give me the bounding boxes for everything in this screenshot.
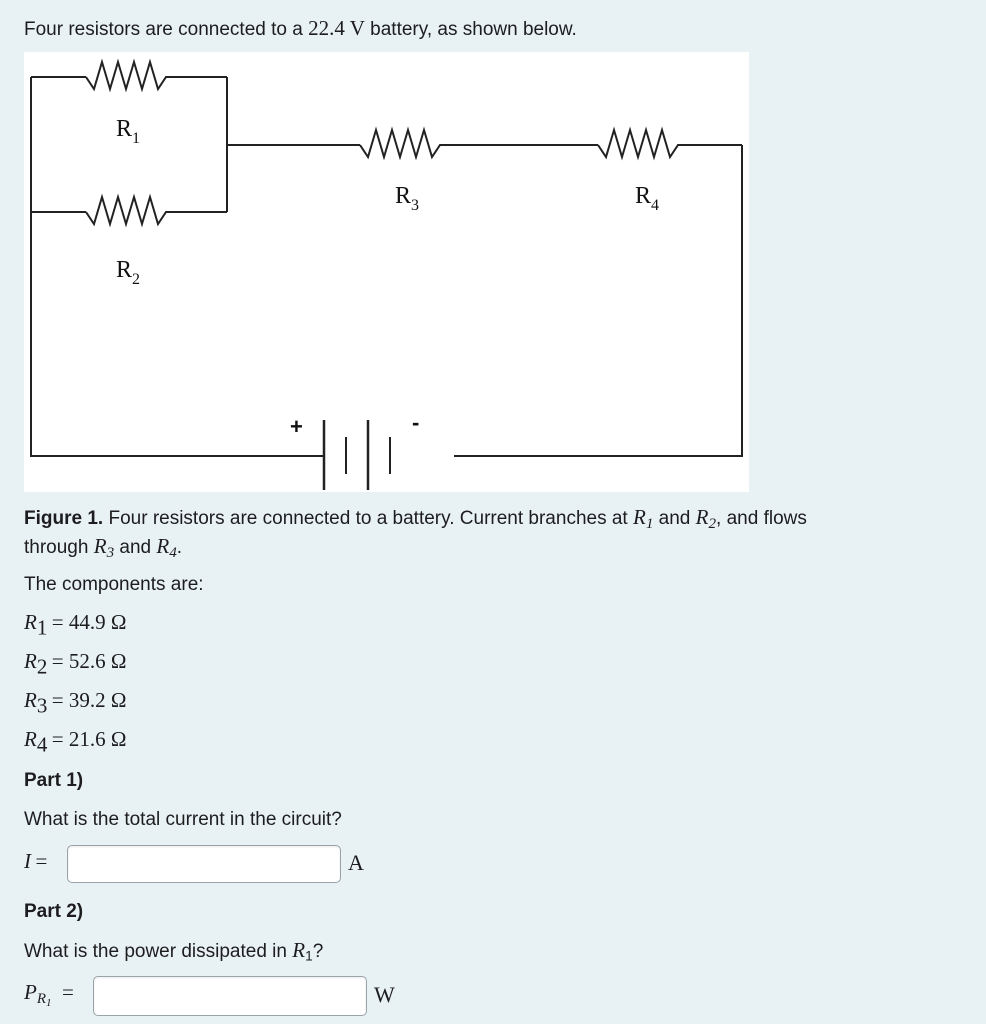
- comp-sym: R: [24, 727, 37, 751]
- caption-text: Four resistors are connected to a battery. Current branches at: [108, 508, 628, 529]
- r4-resistor: [598, 130, 742, 157]
- r3-label: $R_3$: [395, 183, 420, 214]
- caption-r2: $R_2$: [695, 505, 717, 532]
- part2-unit: W: [374, 982, 395, 1007]
- battery: [324, 420, 390, 490]
- part2-var: P: [24, 980, 37, 1004]
- intro-before: Four resistors are connected to a: [24, 19, 303, 40]
- comp-sym: R: [24, 649, 37, 673]
- part1-eq: =: [35, 849, 48, 873]
- part2-power-input[interactable]: [93, 976, 367, 1016]
- caption-r4: $R_4$: [156, 534, 177, 561]
- comp-sub: 3: [36, 693, 48, 718]
- caption-label: Figure 1.: [24, 508, 104, 529]
- part2-q-end: ?: [312, 941, 324, 962]
- circuit-wires: [31, 62, 742, 456]
- comp-value: = 52.6 Ω: [51, 649, 127, 673]
- figure-caption-line2: [24, 534, 182, 560]
- caption-and2: and: [119, 537, 152, 558]
- part2-q-text: What is the power dissipated in: [24, 941, 287, 962]
- r1-label: $R_1$: [116, 116, 141, 147]
- comp-sub: 2: [36, 654, 48, 679]
- caption-r3: $R_3$: [93, 534, 115, 561]
- part1-title: Part 1): [24, 770, 84, 791]
- part2-var-label: [24, 980, 74, 1009]
- r1-resistor: [86, 62, 227, 89]
- r4-label: $R_4$: [635, 183, 660, 214]
- comp-value: = 39.2 Ω: [51, 688, 127, 712]
- component-r2: [24, 649, 127, 679]
- part2-question: [24, 938, 323, 964]
- caption-r1: $R_1$: [632, 505, 654, 532]
- right-wire: [454, 145, 742, 456]
- part1-var: I: [24, 849, 31, 873]
- component-r1: [24, 610, 127, 640]
- part1-var-label: [24, 849, 47, 874]
- caption-end: , and flows: [716, 508, 807, 529]
- part2-var-sub: R1: [36, 990, 52, 1009]
- battery-minus-label: -: [412, 410, 420, 435]
- comp-sym: R: [24, 610, 37, 634]
- component-r4: [24, 727, 127, 757]
- intro-after: battery, as shown below.: [370, 19, 577, 40]
- caption-and: and: [658, 508, 691, 529]
- left-wire: [31, 77, 324, 456]
- part2-q-sym: R: [292, 938, 306, 962]
- part2-title: Part 2): [24, 901, 84, 922]
- comp-value: = 21.6 Ω: [51, 727, 127, 751]
- part1-question: What is the total current in the circuit?: [24, 809, 342, 830]
- comp-sub: 4: [36, 732, 48, 757]
- figure-caption-line1: [24, 505, 807, 531]
- battery-plus-label: +: [290, 414, 303, 439]
- comp-value: = 44.9 Ω: [51, 610, 127, 634]
- caption-through: through: [24, 537, 89, 558]
- r2-resistor: [86, 197, 227, 224]
- r3-resistor: [360, 130, 598, 157]
- circuit-figure: [24, 52, 749, 492]
- caption-period: .: [176, 537, 183, 558]
- battery-voltage: 22.4 V: [308, 16, 365, 40]
- comp-sub: 1: [36, 615, 48, 640]
- r2-label: $R_2$: [116, 257, 141, 288]
- part2-eq: =: [61, 980, 74, 1004]
- part1-unit: A: [348, 850, 364, 875]
- comp-sym: R: [24, 688, 37, 712]
- part1-current-input[interactable]: [67, 845, 341, 883]
- components-heading: The components are:: [24, 574, 204, 595]
- intro-text: [24, 16, 577, 42]
- component-r3: [24, 688, 127, 718]
- circuit-diagram: [24, 52, 749, 492]
- part2-q-sub: 1: [305, 948, 313, 964]
